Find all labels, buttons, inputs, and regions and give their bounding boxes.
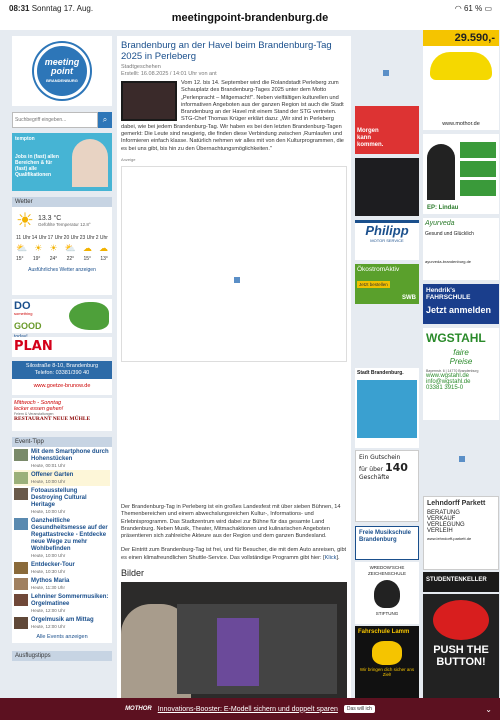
dragon-icon [69,302,109,330]
logo-icon: meeting point BRANDENBURG [34,43,90,99]
ad-lehndorff[interactable]: Lehndorff Parkett BERATUNG VERKAUF VERLEGUNG VERLEIH www.lehndorff-parkett.de [423,496,499,570]
profile-icon [374,580,400,608]
event-item[interactable]: Lehniner Sommermusiken: Orgelmatinee Heute, 12:00 Uhr [14,592,110,615]
ad-philipp[interactable]: Philipp MOTOR SERVICE [355,220,419,260]
mothor-logo: MOTHOR [125,706,152,712]
trip-tips-heading: Ausflugstipps [12,651,112,661]
article-thumbnail[interactable] [121,81,177,121]
weather-widget: ☀ 13.3 °C Gefühlte Temperatur 12.8° 11 Uhr 14 Uhr 17 Uhr 20 Uhr 23 Uhr 2 Uhr ⛅ ☀ ☀ ⛅ ☁ ☁ 15° 19° 24° 22° 15° 13° Ausführliches Wetter anzeigen [12,207,112,295]
article-title: Brandenburg an der Havel beim Brandenburg-Tag 2025 in Perleberg [121,40,332,62]
ad-lindau[interactable]: EP: Lindau [423,134,499,214]
ad-push-button[interactable]: PUSH THE BUTTON! [423,594,499,698]
ad-musikschule[interactable]: Freie Musikschule Brandenburg [355,526,419,560]
weather-forecast-icons: ⛅ ☀ ☀ ⛅ ☁ ☁ [16,243,108,253]
article-paragraph: Der Eintritt zum Brandenburg-Tag ist frei, und für Besucher, die mit dem Auto anreisen, gibt es einen klimafreundlichen Shuttle-Service. Das vollständige Programm gibt hier: [Klick]. [121,547,347,561]
ad-gutschein[interactable]: Ein Gutschein für über 140 Geschäfte [355,450,419,522]
article-paragraph: Vom 12. bis 14. September wird die Rolandstadt Perleberg zum Schauplatz des Brandenburg-Tages 2025 unter dem Motto „Perlenpracht – Mitgemacht!". Neben vielfältigen kulturellen und informativen Angeboten aus der ganzen Region ist auch die Stadt Brandenburg an der Havel mit einem Stand der STG vertreten. STG-Chef Thomas Krüger erklärt dazu: „Wir sind in Perleberg dabei, wie bei jedem Brandenburg-Tag. Wir haben es bei den letzten Brandenburg-Tagen gemerkt: Die Leute sind neugierig, die finden diese Verbindung zwischen ‚Rumlaufen und Informieren einfach klasse. Natürlich nehmen wir alles mit von den Kulturprogrammen, die es bei uns gibt, bis hin zu den Übernachtungsmöglichkeiten." [121,80,344,152]
image-placeholder-icon [234,277,240,283]
ad-neue-muehle[interactable]: Mittwoch - Sonntag lecker essen gehen! Feiern & Veranstaltungen RESTAURANT NEUE MÜHLE [12,398,112,431]
image-placeholder-icon [383,70,389,76]
ad-ayurveda[interactable]: Ayurveda Gesund und Glücklich ayurveda-brandenburg.de [423,218,499,280]
status-bar [0,0,500,30]
weather-heading: Wetter [12,197,112,207]
status-icons: ◠ 61 % ▭ [454,4,492,13]
search-icon: ⌕ [102,115,108,124]
sun-icon: ☀ [16,210,34,232]
program-link[interactable]: Klick [324,554,337,561]
events-heading: Event-Tipp [12,437,112,447]
ad-car[interactable]: 29.590,- www.mothor.de [423,30,499,130]
person-image [427,144,455,200]
site-logo[interactable] [12,36,112,106]
banner-cta-button[interactable]: Das will ich [344,705,375,713]
ad-plan[interactable]: PLAN [12,337,112,357]
ad-mercedes[interactable] [355,158,419,216]
ad-morgen[interactable]: Morgen kann kommen. [355,106,419,154]
ad-oekostrom[interactable]: ÖkostromAktiv Jetzt bestellen SWB [355,264,419,304]
event-item[interactable]: Mythos Maria Heute, 11:30 Uhr [14,576,110,592]
gallery-image[interactable] [121,582,347,714]
ad-placeholder[interactable] [121,166,347,362]
event-item[interactable]: Entdecker-Tour Heute, 10:30 Uhr [14,560,110,576]
status-time: 08:31 Sonntag 17. Aug. [9,4,94,13]
ad-zeichenschule[interactable]: WREDOW'SCHE ZEICHENSCHULE STIFTUNG [355,562,419,624]
left-sidebar [12,36,112,661]
ad-tempton[interactable]: tempton Jobs in (fast) allen Bereichen & für (fast) alle Qualifikationen [12,133,112,191]
ad-fahrschule-lamm[interactable]: Fahrschule Lamm Wir bringen dich sicher ans Ziel! [355,626,419,698]
image-placeholder-icon [459,456,465,462]
search-input[interactable] [12,112,98,128]
event-item[interactable]: Orgelmusik am Mittag Heute, 12:00 Uhr [14,615,110,631]
feature-grid [460,142,496,198]
ad-goetze[interactable]: Silostraße 8-10, Brandenburg Telefon: 03381/390 40 www.goetze-brunow.de [12,361,112,395]
article-category[interactable]: Stadtgeschehen [121,64,161,70]
red-button-icon [433,600,489,640]
event-item[interactable]: Ganzheitliche Gesundheitsmesse auf der Regattastrecke - Entdecke neue Wege zu mehr Wohlbefinden Heute, 10:00 Uhr [14,516,110,560]
gallery-heading: Bilder [121,568,145,579]
ad-hendriks-fahrschule[interactable]: Hendrik's FAHRSCHULE Jetzt anmelden [423,284,499,324]
search-form [12,112,112,128]
banner-text: Innovations-Booster: E-Modell sichern und doppelt sparen [157,705,338,713]
lamb-logo-icon [372,641,402,665]
bottom-ad-banner[interactable] [0,698,500,720]
person-image [72,139,108,187]
event-item[interactable]: Mit dem Smartphone durch Hohenstücken Heute, 00:01 Uhr [14,447,110,470]
article [117,36,351,714]
ad-label: Anzeige [121,156,136,162]
weather-link[interactable]: Ausführliches Wetter anzeigen [28,267,96,273]
event-list [12,447,112,643]
ad-do-good[interactable]: DO something GOOD [12,299,112,333]
car-image [430,52,492,80]
chevron-down-icon[interactable]: ⌄ [485,704,492,714]
battery-icon: ▭ [484,4,492,13]
all-events-link[interactable]: Alle Events anzeigen [36,634,88,640]
address-bar-url[interactable]: meetingpoint-brandenburg.de [171,12,329,24]
page [0,30,500,698]
search-button[interactable] [98,112,112,128]
article-created: Erstellt: 16.08.2025 / 14:01 Uhr von ant [121,71,217,77]
article-paragraph: Der Brandenburg-Tag in Perleberg ist ein großes Landesfest mit über sieben Bühnen, 14 Themenbereichen und einem abwechslungsreichen Kultur-, Informations- und Erlebnisprogramm. Das Stadtzentrum wird dabei zur Bühne für das gesamte Land Brandenburg. Neben Musik, Theater, Mitmachaktionen und kulinarischen Angeboten präsentieren sich zahlreiche Akteure aus der Region und dem ganzen Bundesland. [121,503,341,540]
event-item[interactable]: Fotoausstellung Destroying Cultural Heritage Heute, 10:00 Uhr [14,486,110,516]
ad-stadt-brandenburg[interactable]: Stadt Brandenburg. [355,368,419,448]
ad-wgstahl[interactable]: WGSTAHL faire Preise Bayernstr. 6 | 14770 Brandenburg www.wgstahl.de info@wgstahl.de 03381 3915-0 [423,328,499,420]
wifi-icon: ◠ [454,4,462,13]
ad-studentenkeller[interactable]: STUDENTENKELLER [423,572,499,592]
event-item[interactable]: Offener Garten Heute, 10:00 Uhr [14,470,110,486]
